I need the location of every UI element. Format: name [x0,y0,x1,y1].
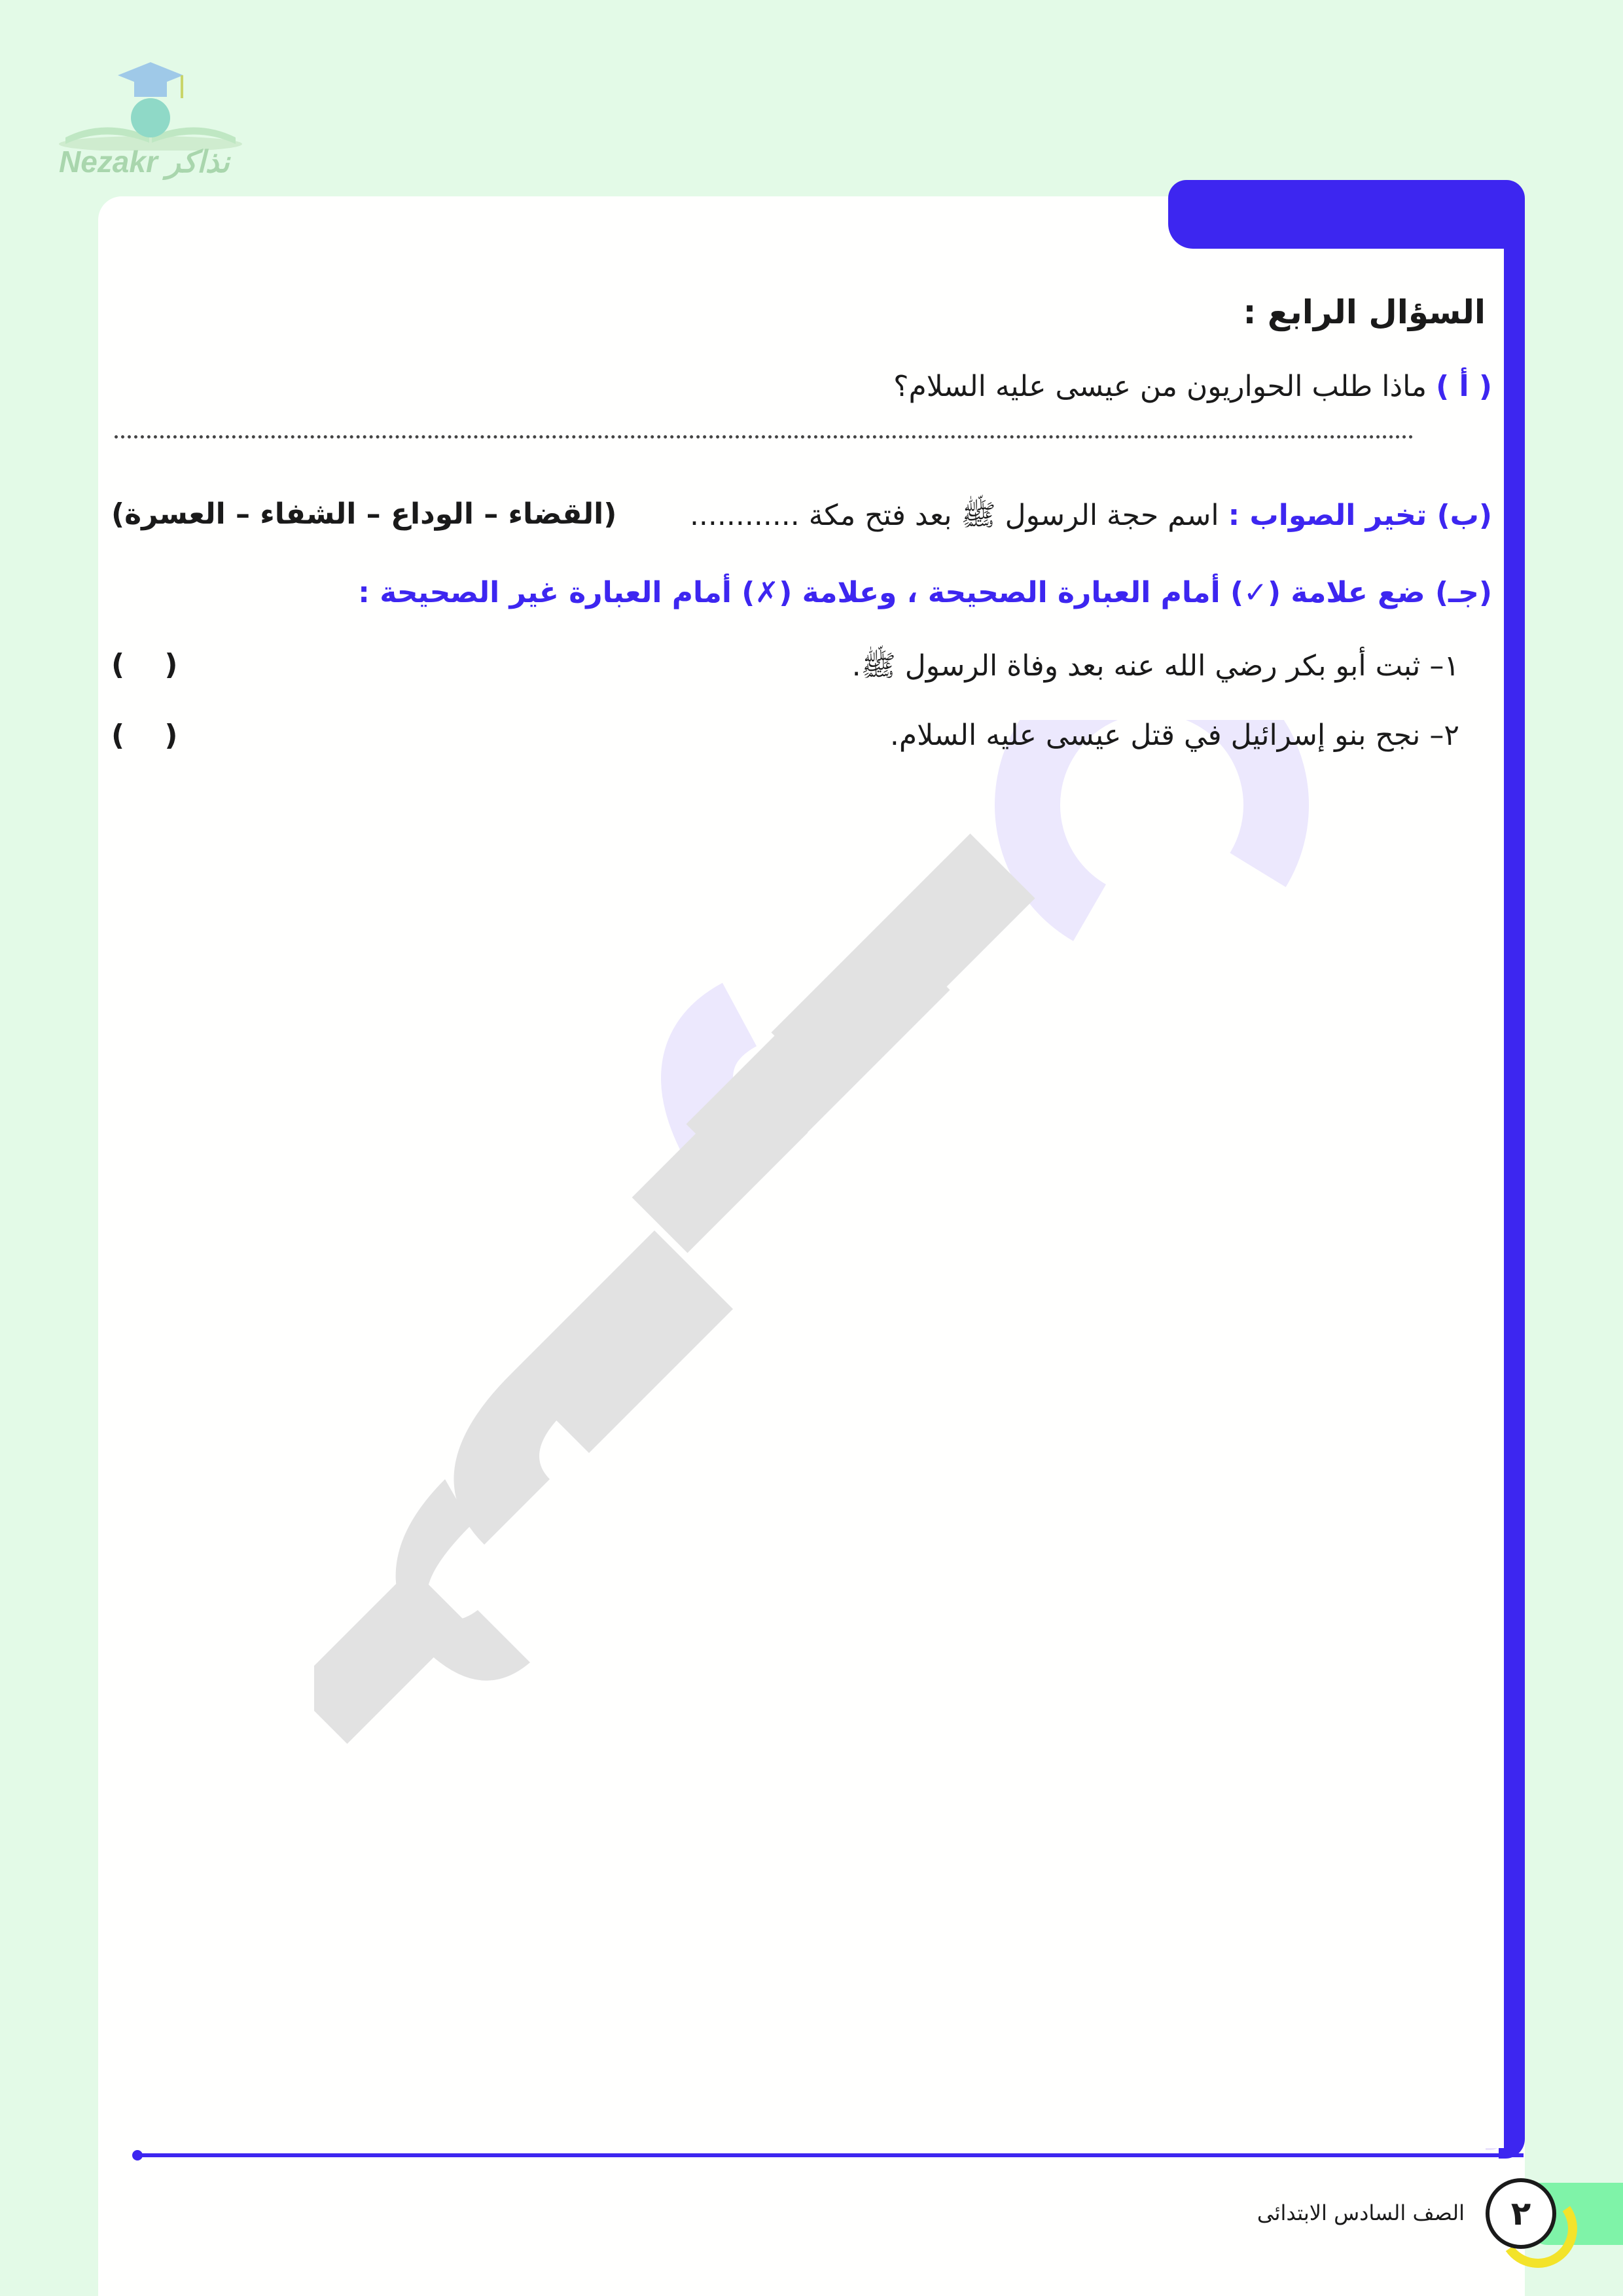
watermark-logo [314,720,1335,1767]
part-a-prefix: ( أ ) [1436,370,1492,403]
question-title: السؤال الرابع : [1243,293,1486,331]
statement-item-2: ٢– نجح بنو إسرائيل في قتل عيسى عليه السلام. [889,719,1459,752]
answer-parentheses-2[interactable]: ( ) [111,719,178,752]
statement-item-1: ١– ثبت أبو بكر رضي الله عنه بعد وفاة الرسول ﷺ. [851,649,1459,683]
part-c-instruction: (جـ) ضع علامة (✓) أمام العبارة الصحيحة ، وعلامة (✗) أمام العبارة غير الصحيحة : [358,576,1492,609]
question-part-a [893,370,1492,403]
part-a-text: ماذا طلب الحواريون من عيسى عليه السلام؟ [893,370,1427,403]
answer-line[interactable] [115,435,1414,439]
question-part-b [690,497,1492,539]
part-b-options: (القضاء – الوداع – الشفاء – العسرة) [111,497,617,531]
footer-divider-dot [132,2150,143,2161]
part-b-prefix: (ب) تخير الصواب : [1228,499,1492,532]
footer-divider [137,2153,1524,2157]
page-number: ٢ [1486,2178,1556,2249]
answer-parentheses-1[interactable]: ( ) [111,648,178,681]
header-tab [1168,180,1525,249]
graduation-cap-book-icon [52,46,249,151]
logo-text: Nezakr نذاكر [59,145,230,179]
grade-label: الصف السادس الابتدائى [1257,2200,1465,2225]
part-b-text: اسم حجة الرسول ﷺ بعد فتح مكة ............ [689,499,1219,532]
nezakr-logo [52,46,249,190]
